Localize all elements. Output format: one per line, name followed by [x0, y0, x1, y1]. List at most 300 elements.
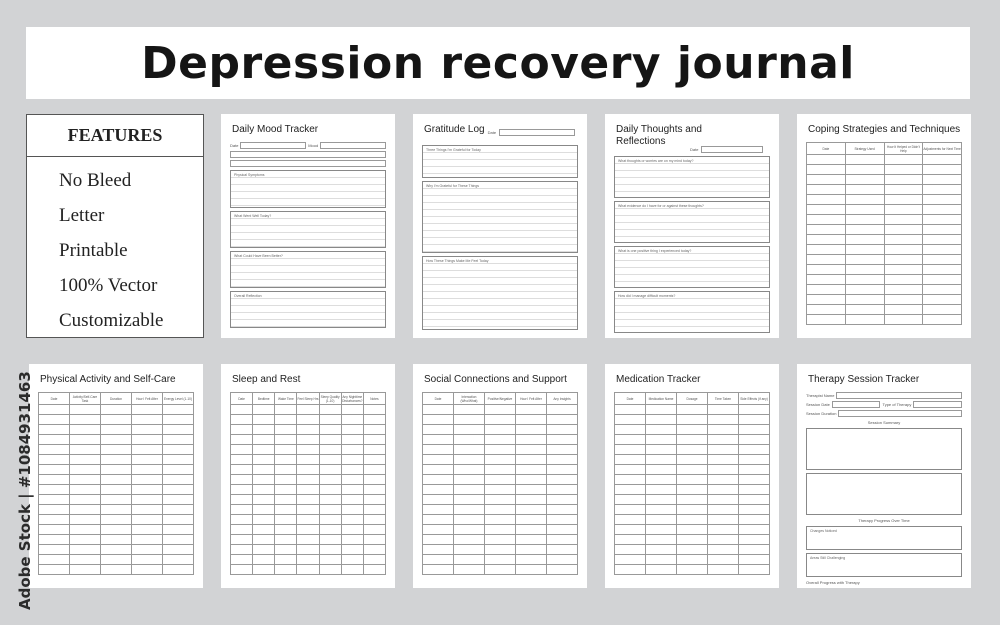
table-cell: [708, 435, 739, 445]
table-row: [39, 465, 194, 475]
table-cell: [884, 215, 923, 225]
column-header: Bedtime: [253, 393, 275, 405]
table-cell: [708, 525, 739, 535]
table-cell: [646, 535, 677, 545]
table-cell: [297, 405, 319, 415]
table-cell: [163, 465, 194, 475]
table-cell: [547, 405, 578, 415]
table-cell: [547, 425, 578, 435]
page-coping-strategies: [797, 114, 971, 338]
table-cell: [253, 445, 275, 455]
table-cell: [297, 555, 319, 565]
table-cell: [423, 445, 454, 455]
table-cell: [231, 465, 253, 475]
table-cell: [297, 415, 319, 425]
table-cell: [101, 435, 132, 445]
table-cell: [163, 565, 194, 575]
table-row: [39, 555, 194, 565]
table-cell: [646, 525, 677, 535]
table-row: [423, 445, 578, 455]
table-cell: [253, 565, 275, 575]
table-cell: [297, 565, 319, 575]
table-row: [231, 545, 386, 555]
table-cell: [363, 455, 385, 465]
table-cell: [423, 525, 454, 535]
table-cell: [615, 425, 646, 435]
card-title: Daily Thoughts and Reflections: [616, 124, 702, 147]
section-label: Three Things I'm Grateful for Today: [426, 148, 481, 152]
section-label: Overall Reflection: [234, 294, 262, 298]
section-label: Changes Noticed: [810, 529, 837, 533]
table-cell: [547, 515, 578, 525]
table-cell: [275, 475, 297, 485]
table-cell: [807, 175, 846, 185]
table-cell: [807, 295, 846, 305]
table-cell: [615, 435, 646, 445]
table-cell: [615, 455, 646, 465]
table-row: [231, 465, 386, 475]
section-box: [422, 256, 578, 330]
table-cell: [646, 425, 677, 435]
table-cell: [101, 545, 132, 555]
table-cell: [845, 295, 884, 305]
table-cell: [253, 455, 275, 465]
table-cell: [231, 505, 253, 515]
table-cell: [615, 445, 646, 455]
table-cell: [884, 195, 923, 205]
table-cell: [807, 195, 846, 205]
table-cell: [341, 435, 363, 445]
table-cell: [341, 555, 363, 565]
column-header: Strategy Used: [845, 143, 884, 155]
feature-item: No Bleed: [59, 170, 132, 191]
table-cell: [677, 465, 708, 475]
table-cell: [807, 225, 846, 235]
date-field: [701, 146, 763, 153]
table-cell: [231, 445, 253, 455]
table-cell: [423, 505, 454, 515]
table-cell: [297, 445, 319, 455]
table-cell: [807, 205, 846, 215]
section-label: Physical Symptoms: [234, 173, 265, 177]
table-row: [39, 525, 194, 535]
table-cell: [485, 485, 516, 495]
table-cell: [677, 425, 708, 435]
table-cell: [132, 465, 163, 475]
table-header-row: [615, 393, 770, 405]
table-cell: [516, 405, 547, 415]
feature-item: 100% Vector: [59, 275, 158, 296]
column-header: Activity/Self-Care Task: [70, 393, 101, 405]
table-cell: [341, 475, 363, 485]
table-cell: [646, 505, 677, 515]
table-row: [39, 565, 194, 575]
field-label: Therapist Name: [806, 393, 835, 398]
table-cell: [615, 495, 646, 505]
table-cell: [923, 295, 962, 305]
table-row: [615, 535, 770, 545]
page-social-connections: [413, 364, 587, 588]
table-cell: [363, 475, 385, 485]
table-cell: [163, 475, 194, 485]
table-cell: [363, 495, 385, 505]
table-cell: [485, 435, 516, 445]
table-row: [39, 455, 194, 465]
table-cell: [253, 555, 275, 565]
table-cell: [677, 535, 708, 545]
table-row: [231, 485, 386, 495]
table-cell: [739, 565, 770, 575]
table-cell: [708, 455, 739, 465]
table-cell: [646, 405, 677, 415]
table-cell: [275, 535, 297, 545]
section-box: [806, 526, 962, 550]
table-cell: [39, 515, 70, 525]
table-cell: [275, 465, 297, 475]
table-cell: [39, 495, 70, 505]
table-cell: [516, 415, 547, 425]
table-cell: [70, 525, 101, 535]
card-title: Daily Mood Tracker: [232, 124, 319, 135]
energy-row: [230, 160, 386, 167]
table-row: [39, 485, 194, 495]
table-row: [807, 305, 962, 315]
table-cell: [101, 555, 132, 565]
section-box: [230, 251, 386, 288]
table-cell: [677, 515, 708, 525]
table-cell: [516, 555, 547, 565]
table-cell: [275, 415, 297, 425]
table-cell: [132, 435, 163, 445]
table-cell: [363, 485, 385, 495]
table-cell: [454, 455, 485, 465]
table-row: [807, 175, 962, 185]
table-cell: [132, 505, 163, 515]
section-label: What Went Well Today?: [234, 214, 272, 218]
table-cell: [677, 565, 708, 575]
table-cell: [739, 515, 770, 525]
table-cell: [845, 315, 884, 325]
table-cell: [132, 545, 163, 555]
table-header-row: [231, 393, 386, 405]
table-cell: [363, 415, 385, 425]
section-box: [230, 170, 386, 208]
column-header: Sleep Quality (1-10): [320, 394, 340, 403]
table-cell: [807, 275, 846, 285]
table-cell: [923, 225, 962, 235]
table-row: [615, 555, 770, 565]
table-cell: [516, 565, 547, 575]
page-therapy-session: [797, 364, 971, 588]
table-row: [807, 245, 962, 255]
table-cell: [646, 435, 677, 445]
progress-label: Therapy Progress Over Time: [858, 518, 910, 523]
table-row: [231, 525, 386, 535]
table-cell: [39, 425, 70, 435]
table-cell: [423, 405, 454, 415]
table-cell: [547, 485, 578, 495]
table-cell: [70, 455, 101, 465]
table-cell: [845, 305, 884, 315]
table-row: [807, 185, 962, 195]
table-cell: [677, 455, 708, 465]
summary-grid: [806, 473, 962, 515]
table-cell: [297, 535, 319, 545]
table-row: [807, 165, 962, 175]
table-cell: [39, 485, 70, 495]
page-sleep-rest: [221, 364, 395, 588]
feature-item: Customizable: [59, 310, 164, 331]
table-cell: [646, 485, 677, 495]
table-cell: [297, 515, 319, 525]
table-cell: [101, 485, 132, 495]
table-cell: [163, 435, 194, 445]
table-cell: [807, 235, 846, 245]
features-heading: FEATURES: [27, 115, 203, 157]
table-cell: [516, 535, 547, 545]
table-cell: [807, 155, 846, 165]
table-cell: [677, 495, 708, 505]
table-cell: [423, 425, 454, 435]
table-cell: [363, 555, 385, 565]
table-cell: [485, 465, 516, 475]
table-cell: [101, 465, 132, 475]
table-cell: [253, 505, 275, 515]
table-cell: [70, 405, 101, 415]
table-cell: [363, 505, 385, 515]
section-box: [230, 291, 386, 328]
table-cell: [253, 525, 275, 535]
table-cell: [423, 455, 454, 465]
card-title: Medication Tracker: [616, 374, 701, 385]
table-cell: [884, 295, 923, 305]
table-cell: [132, 565, 163, 575]
table-cell: [708, 415, 739, 425]
column-header: How I Felt After: [516, 393, 547, 405]
table-cell: [363, 565, 385, 575]
table-cell: [101, 415, 132, 425]
column-header: Medication Name: [646, 393, 677, 405]
section-box: [614, 291, 770, 333]
features-list: [27, 157, 203, 338]
table-cell: [923, 315, 962, 325]
table-cell: [423, 495, 454, 505]
table-cell: [739, 435, 770, 445]
card-title: Coping Strategies and Techniques: [808, 124, 961, 135]
table-cell: [485, 455, 516, 465]
table-cell: [319, 545, 341, 555]
table-cell: [231, 415, 253, 425]
table-cell: [516, 445, 547, 455]
table-cell: [739, 425, 770, 435]
table-cell: [319, 485, 341, 495]
table-cell: [615, 505, 646, 515]
page-daily-thoughts: [605, 114, 779, 338]
feature-item: Letter: [59, 205, 105, 226]
table-cell: [739, 455, 770, 465]
table-cell: [454, 495, 485, 505]
table-cell: [739, 555, 770, 565]
table-cell: [70, 535, 101, 545]
table-cell: [923, 235, 962, 245]
table-cell: [341, 425, 363, 435]
table-cell: [231, 545, 253, 555]
table-cell: [253, 535, 275, 545]
table-row: [39, 505, 194, 515]
table-cell: [884, 285, 923, 295]
overall-progress-label: Overall Progress with Therapy: [806, 580, 860, 585]
table-cell: [253, 425, 275, 435]
table-cell: [708, 425, 739, 435]
table-cell: [341, 545, 363, 555]
table-row: [807, 265, 962, 275]
table-cell: [615, 545, 646, 555]
table-cell: [923, 275, 962, 285]
table-cell: [454, 425, 485, 435]
table-cell: [485, 475, 516, 485]
table-cell: [70, 495, 101, 505]
table-cell: [845, 215, 884, 225]
table-cell: [297, 475, 319, 485]
table-cell: [739, 545, 770, 555]
table-cell: [341, 515, 363, 525]
table-cell: [454, 485, 485, 495]
table-row: [423, 415, 578, 425]
table-cell: [454, 465, 485, 475]
table-row: [39, 445, 194, 455]
column-header: How It Helped or Didn't Help: [884, 143, 923, 155]
table-row: [231, 455, 386, 465]
table-cell: [646, 445, 677, 455]
table-cell: [101, 495, 132, 505]
table-cell: [485, 545, 516, 555]
table-cell: [547, 505, 578, 515]
table-row: [231, 435, 386, 445]
table-cell: [231, 455, 253, 465]
table-cell: [297, 495, 319, 505]
table-cell: [39, 555, 70, 565]
table-header-row: [423, 393, 578, 405]
table-cell: [132, 495, 163, 505]
table-cell: [677, 555, 708, 565]
table-cell: [39, 435, 70, 445]
table-cell: [547, 545, 578, 555]
table-cell: [101, 525, 132, 535]
table-cell: [615, 405, 646, 415]
table-cell: [646, 545, 677, 555]
table-row: [615, 435, 770, 445]
column-header: Dosage: [677, 393, 708, 405]
activity-table: [38, 392, 194, 575]
table-cell: [454, 505, 485, 515]
table-row: [423, 505, 578, 515]
table-cell: [485, 495, 516, 505]
table-cell: [884, 225, 923, 235]
table-cell: [615, 535, 646, 545]
column-header: Date: [231, 393, 253, 405]
table-cell: [163, 515, 194, 525]
table-row: [615, 485, 770, 495]
column-header: How I Felt After: [132, 393, 163, 405]
table-cell: [363, 515, 385, 525]
table-cell: [275, 495, 297, 505]
table-cell: [923, 155, 962, 165]
table-cell: [485, 445, 516, 455]
table-cell: [341, 445, 363, 455]
table-cell: [163, 425, 194, 435]
mood-scale: [320, 142, 386, 149]
table-cell: [163, 545, 194, 555]
table-cell: [923, 245, 962, 255]
table-row: [807, 295, 962, 305]
table-cell: [275, 545, 297, 555]
table-cell: [39, 405, 70, 415]
table-cell: [70, 435, 101, 445]
table-cell: [807, 265, 846, 275]
table-cell: [884, 165, 923, 175]
table-cell: [845, 175, 884, 185]
table-cell: [923, 165, 962, 175]
table-cell: [70, 565, 101, 575]
table-cell: [677, 435, 708, 445]
table-row: [231, 425, 386, 435]
table-cell: [319, 445, 341, 455]
page-physical-activity: [29, 364, 203, 588]
table-cell: [845, 245, 884, 255]
table-cell: [319, 565, 341, 575]
table-row: [423, 525, 578, 535]
section-label: What is one positive thing I experienced today?: [618, 249, 692, 253]
table-cell: [923, 205, 962, 215]
table-cell: [516, 455, 547, 465]
table-row: [39, 475, 194, 485]
table-cell: [516, 495, 547, 505]
sleep-table: [230, 392, 386, 575]
table-cell: [39, 465, 70, 475]
table-row: [231, 495, 386, 505]
date-mood-row: [230, 142, 386, 149]
table-cell: [275, 525, 297, 535]
table-cell: [297, 545, 319, 555]
table-cell: [677, 525, 708, 535]
table-cell: [231, 535, 253, 545]
table-cell: [423, 515, 454, 525]
section-label: What thoughts or worries are on my mind today?: [618, 159, 694, 163]
table-cell: [807, 315, 846, 325]
table-cell: [708, 485, 739, 495]
table-cell: [547, 475, 578, 485]
feature-item: Printable: [59, 240, 128, 261]
table-cell: [70, 545, 101, 555]
table-row: [39, 435, 194, 445]
table-row: [615, 425, 770, 435]
table-cell: [516, 505, 547, 515]
date-label: Date: [487, 129, 497, 135]
table-cell: [923, 255, 962, 265]
table-row: [423, 485, 578, 495]
table-cell: [708, 565, 739, 575]
table-cell: [923, 195, 962, 205]
table-cell: [39, 445, 70, 455]
table-cell: [516, 485, 547, 495]
table-cell: [708, 505, 739, 515]
table-cell: [341, 455, 363, 465]
table-cell: [485, 425, 516, 435]
table-row: [615, 565, 770, 575]
table-cell: [253, 405, 275, 415]
table-row: [615, 405, 770, 415]
table-cell: [319, 425, 341, 435]
